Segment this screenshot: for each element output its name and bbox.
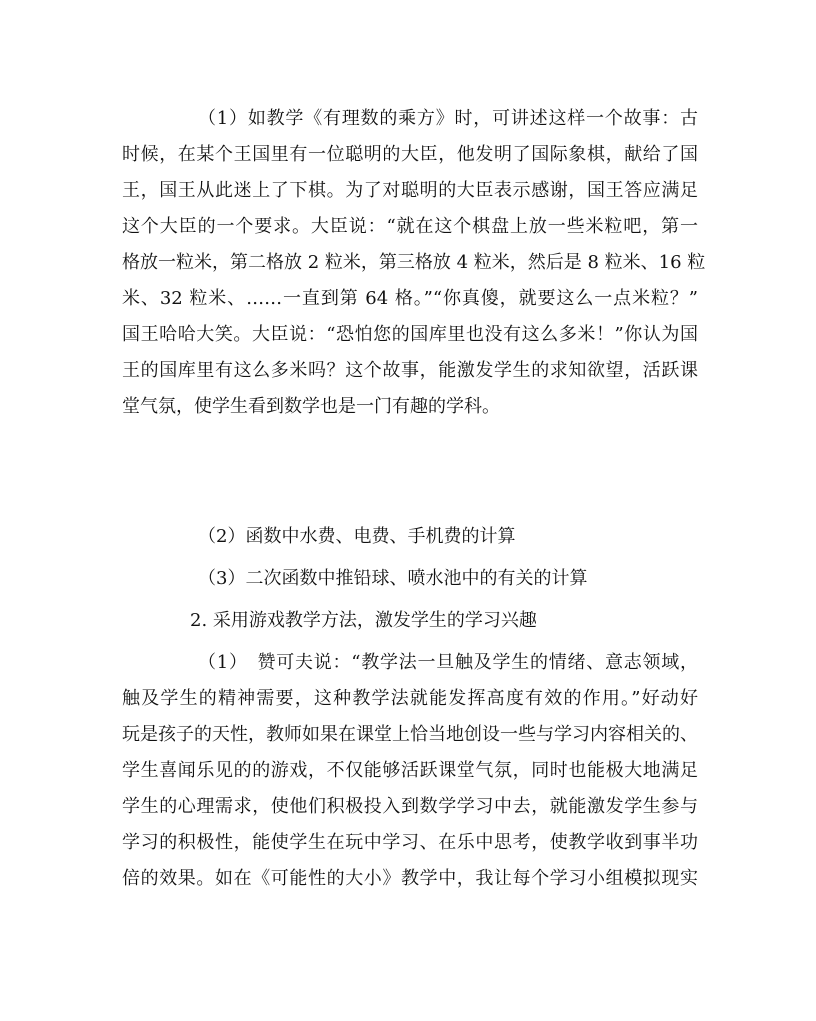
text-line: 学习的积极性，能使学生在玩中学习、在乐中思考，使教学收到事半功 bbox=[122, 832, 698, 853]
text-line: 这个大臣的一个要求。大臣说：“就在这个棋盘上放一些米粒吧，第一 bbox=[122, 216, 698, 237]
text-line: 时候，在某个王国里有一位聪明的大臣，他发明了国际象棋，献给了国 bbox=[122, 144, 698, 165]
text-line: 王的国库里有这么多米吗？这个故事，能激发学生的求知欲望，活跃课 bbox=[122, 360, 698, 381]
text-line: 米、32 粒米、……一直到第 64 格。”“你真傻，就要这么一点米粒？” bbox=[122, 288, 698, 309]
text-line: （1） 赞可夫说：“教学法一旦触及学生的情绪、意志领域， bbox=[198, 652, 698, 673]
text-line: 王，国王从此迷上了下棋。为了对聪明的大臣表示感谢，国王答应满足 bbox=[122, 180, 698, 201]
text-line: 倍的效果。如在《可能性的大小》教学中，我让每个学习小组模拟现实 bbox=[122, 868, 698, 889]
text-line: （1）如教学《有理数的乘方》时，可讲述这样一个故事：古 bbox=[198, 108, 698, 129]
text-line: 学生的心理需求，使他们积极投入到数学学习中去，就能激发学生参与 bbox=[122, 796, 698, 817]
text-line: 格放一粒米，第二格放 2 粒米，第三格放 4 粒米，然后是 8 粒米、16 粒 bbox=[122, 252, 706, 273]
text-line: 堂气氛，使学生看到数学也是一门有趣的学科。 bbox=[122, 396, 500, 417]
section-heading-game-teaching: 2. 采用游戏教学方法，激发学生的学习兴趣 bbox=[190, 610, 537, 631]
text-line: 学生喜闻乐见的的游戏，不仅能够活跃课堂气氛，同时也能极大地满足 bbox=[122, 760, 698, 781]
list-item-utility-fees: （2）函数中水费、电费、手机费的计算 bbox=[198, 526, 516, 547]
text-line: 玩是孩子的天性，教师如果在课堂上恰当地创设一些与学习内容相关的、 bbox=[122, 724, 698, 745]
list-item-quadratic-function: （3）二次函数中推铅球、喷水池中的有关的计算 bbox=[198, 568, 588, 589]
text-line: 触及学生的精神需要，这种教学法就能发挥高度有效的作用。”好动好 bbox=[122, 688, 698, 709]
paragraph-zankov-quote bbox=[122, 645, 698, 897]
paragraph-chessboard-story bbox=[122, 101, 706, 425]
text-line: 国王哈哈大笑。大臣说：“恐怕您的国库里也没有这么多米！”你认为国 bbox=[122, 324, 698, 345]
